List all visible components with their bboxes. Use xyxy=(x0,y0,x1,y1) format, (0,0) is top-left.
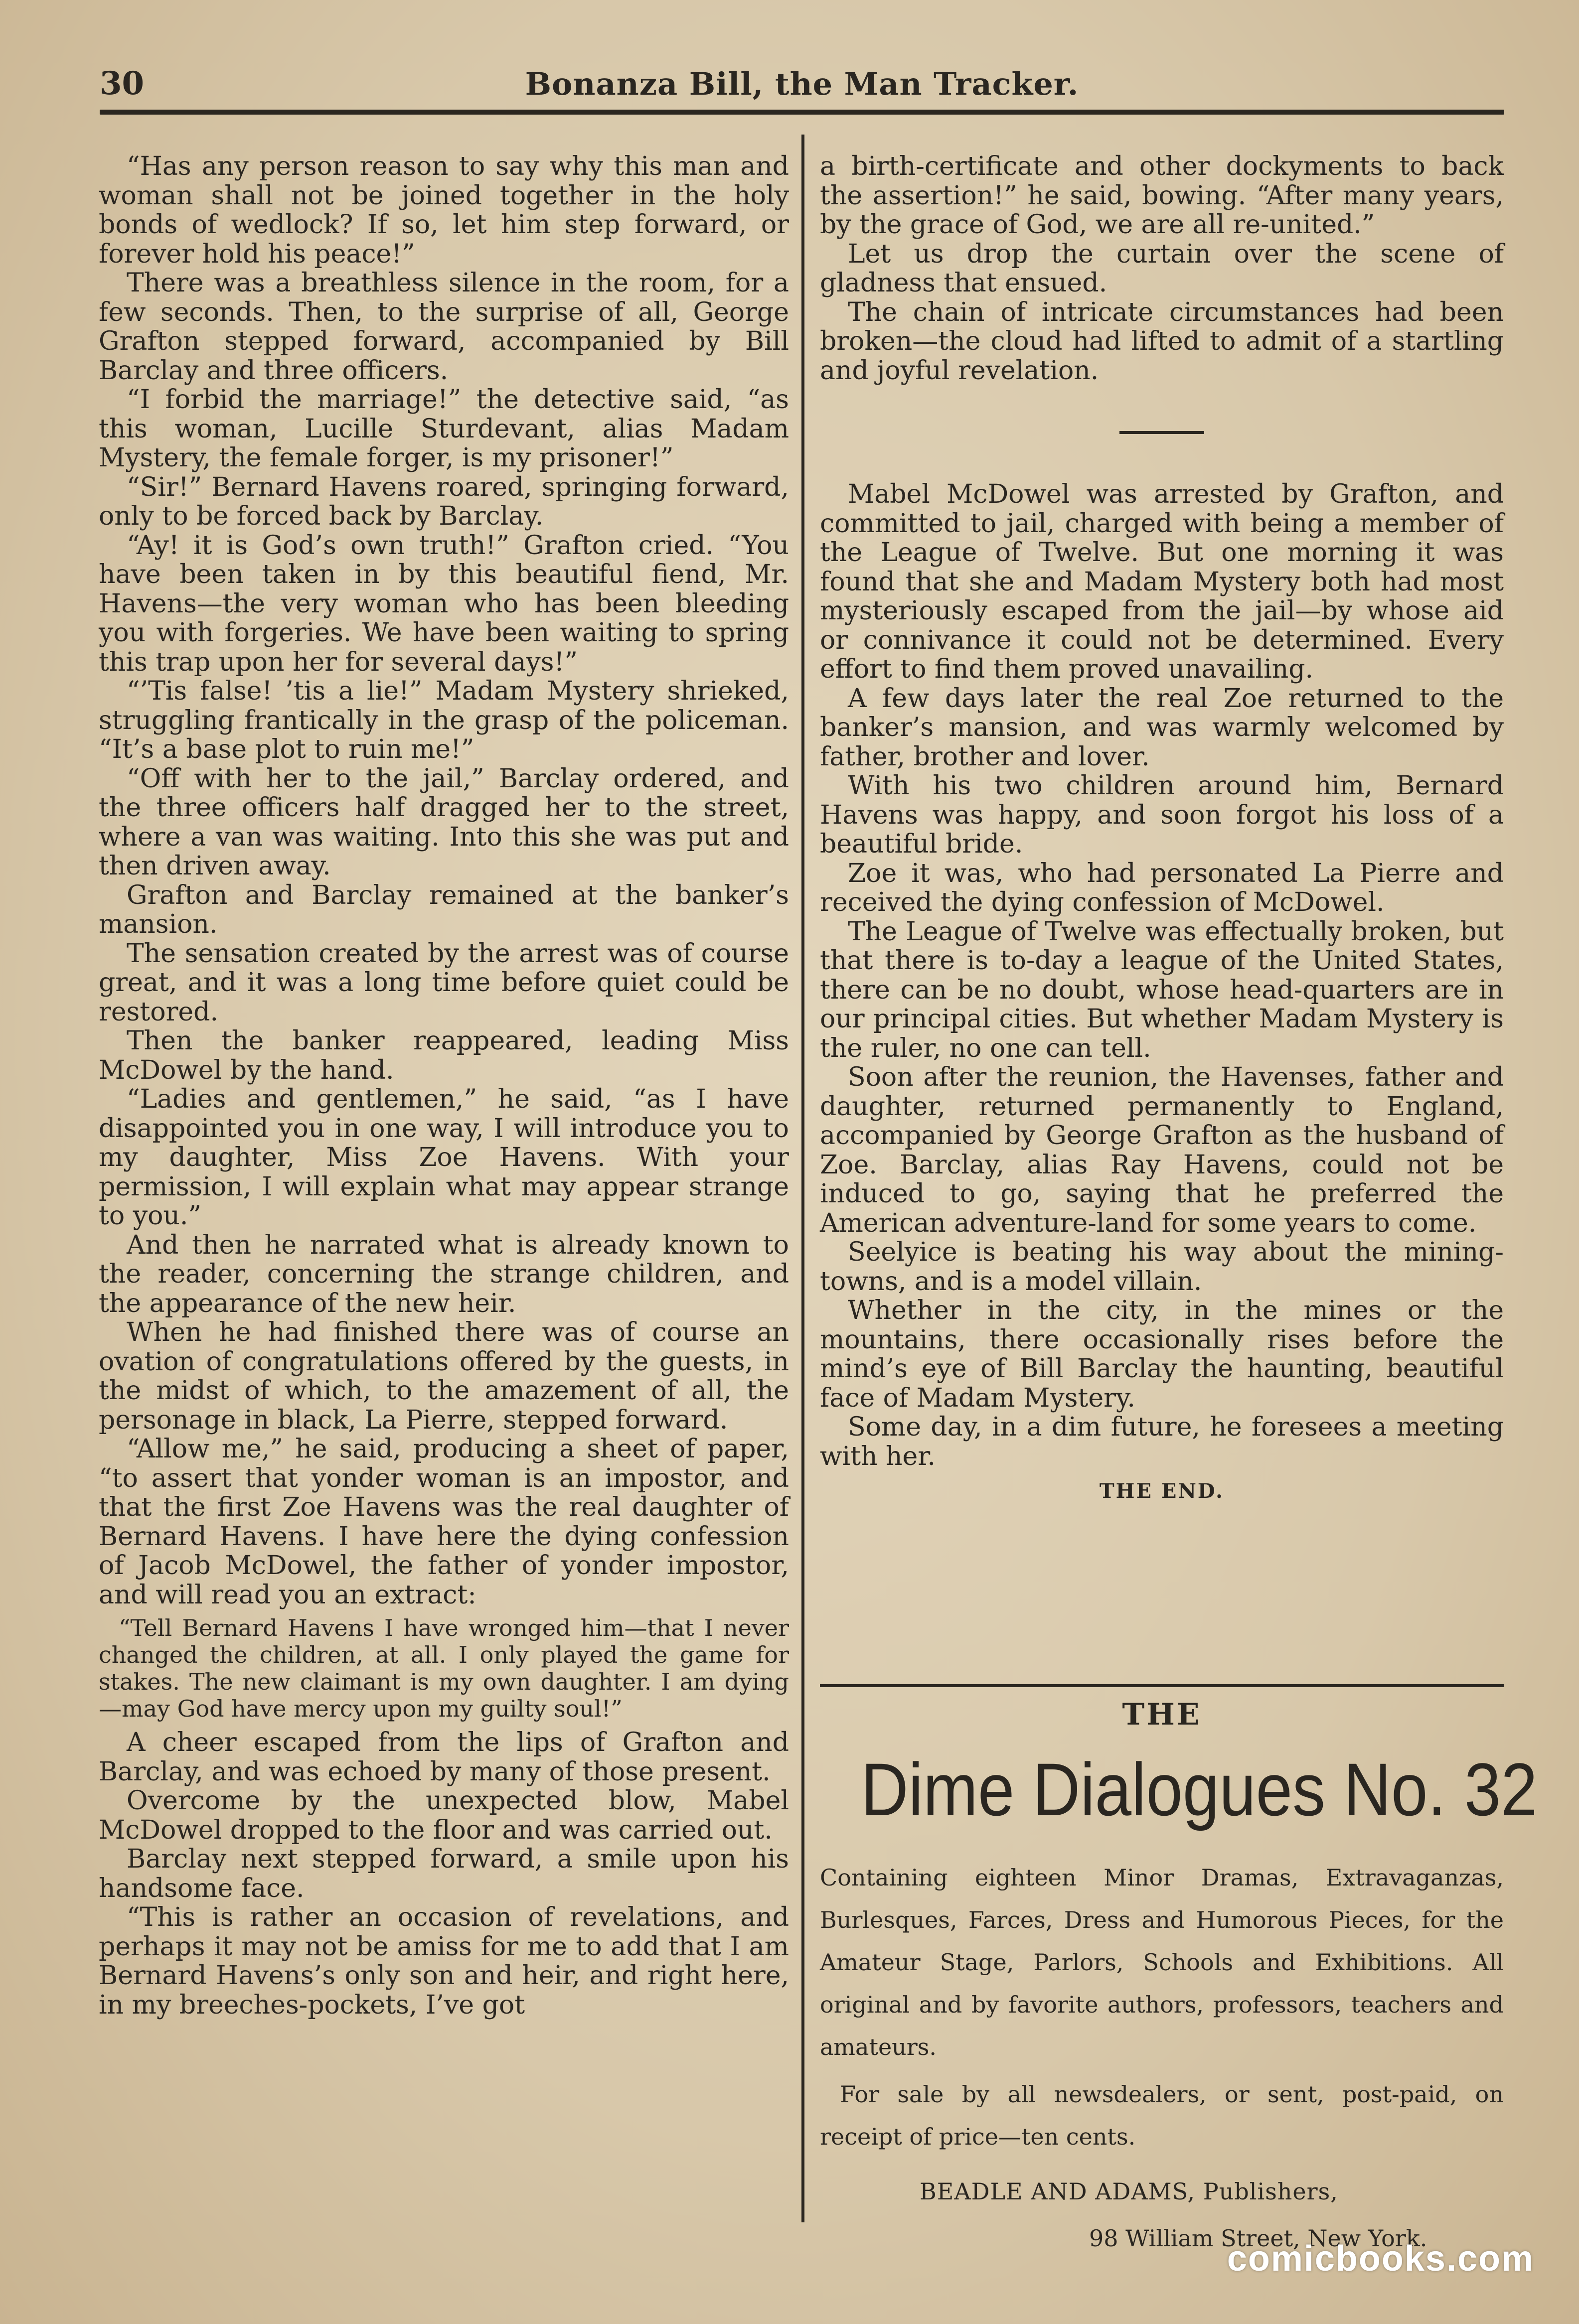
column-divider xyxy=(801,135,804,2222)
ad-sale-text: For sale by all newsdealers, or sent, post-paid, on receipt of price—ten cents. xyxy=(820,2081,1504,2150)
paragraph: Then the banker reappeared, leading Miss McDowel by the hand. xyxy=(99,1026,789,1085)
paragraph: “Has any person reason to say why this man and woman shall not be joined together in the holy bonds of wedlock? If so, let him step forward, or forever hold his peace!” xyxy=(99,151,789,269)
paragraph: Overcome by the unexpected blow, Mabel McDowel dropped to the floor and was carried out. xyxy=(99,1786,789,1845)
paragraph: Some day, in a dim future, he foresees a meeting with her. xyxy=(820,1412,1504,1471)
ad-body xyxy=(820,1857,1504,2158)
paragraph: “Sir!” Bernard Havens roared, springing forward, only to be forced back by Barclay. xyxy=(99,472,789,531)
paragraph: And then he narrated what is already known to the reader, concerning the strange children, and the appearance of the new heir. xyxy=(99,1230,789,1318)
advertisement xyxy=(820,1649,1538,2252)
paragraph: Zoe it was, who had personated La Pierre and received the dying confession of McDowel. xyxy=(820,858,1504,917)
running-title: Bonanza Bill, the Man Tracker. xyxy=(525,66,1079,102)
paragraph: Mabel McDowel was arrested by Grafton, and committed to jail, charged with being a member of the League of Twelve. But one morning it was found that she and Madam Mystery both had most mysteriously escaped from the jail—by whose aid or connivance it could not be determined. Every effort to find them proved unavailing. xyxy=(820,479,1504,684)
the-end: THE END. xyxy=(1099,1479,1225,1503)
right-column xyxy=(820,152,1504,1506)
left-column xyxy=(99,152,789,2020)
paragraph: “Allow me,” he said, producing a sheet of paper, “to assert that yonder woman is an impostor, and that the first Zoe Havens was the real daughter of Bernard Havens. I have here the dying confession of Jacob McDowel, the father of yonder impostor, and will read you an extract: xyxy=(99,1434,789,1610)
paragraph: The sensation created by the arrest was of course great, and it was a long time before quiet could be restored. xyxy=(99,938,789,1027)
paragraph: Whether in the city, in the mines or the mountains, there occasionally rises before the mind’s eye of Bill Barclay the haunting, beautiful face of Madam Mystery. xyxy=(820,1296,1504,1413)
paragraph: Barclay next stepped forward, a smile upon his handsome face. xyxy=(99,1844,789,1903)
paragraph: When he had finished there was of course an ovation of congratulations offered by the guests, in the midst of which, to the amazement of all, the personage in black, La Pierre, stepped forward. xyxy=(99,1317,789,1435)
paragraph: “I forbid the marriage!” the detective said, “as this woman, Lucille Sturdevant, alias Madam Mystery, the female forger, is my prisoner!” xyxy=(99,385,789,473)
ad-the: THE xyxy=(1122,1697,1202,1732)
paragraph: “’Tis false! ’tis a lie!” Madam Mystery shrieked, struggling frantically in the grasp of the policeman. “It’s a base plot to ruin me!” xyxy=(99,676,789,764)
paragraph: a birth-certificate and other dockyments to back the assertion!” he said, bowing. “After many years, by the grace of God, we are all re-united.” xyxy=(820,151,1504,240)
ad-address: 98 William Street, New York. xyxy=(1089,2225,1427,2252)
paragraph: Seelyice is beating his way about the mining-towns, and is a model villain. xyxy=(820,1237,1504,1297)
paragraph: Grafton and Barclay remained at the banker’s mansion. xyxy=(99,880,789,939)
site-watermark: comicbooks.com xyxy=(1227,2239,1534,2279)
block-quote: “Tell Bernard Havens I have wronged him—that I never changed the children, at all. I only played the game for stakes. The new claimant is my own daughter. I am dying—may God have mercy upon my guilty soul!” xyxy=(99,1614,789,1722)
paragraph: Let us drop the curtain over the scene of gladness that ensued. xyxy=(820,239,1504,298)
ad-description: Containing eighteen Minor Dramas, Extravaganzas, Burlesques, Farces, Dress and Humorous Pieces, for the Amateur Stage, Parlors, Schools and Exhibitions. All original and by favorite authors, professors, teachers and amateurs. xyxy=(820,1864,1504,2060)
page-number: 30 xyxy=(100,65,145,102)
paragraph: A few days later the real Zoe returned to the banker’s mansion, and was warmly welcomed by father, brother and lover. xyxy=(820,683,1504,772)
paragraph: There was a breathless silence in the room, for a few seconds. Then, to the surprise of all, George Grafton stepped forward, accompanied by Bill Barclay and three officers. xyxy=(99,268,789,386)
header-rule xyxy=(100,110,1504,115)
ad-publisher: BEADLE AND ADAMS, Publishers, xyxy=(920,2178,1338,2205)
paragraph: “Ladies and gentlemen,” he said, “as I have disappointed you in one way, I will introduce you to my daughter, Miss Zoe Havens. With your permission, I will explain what may appear strange to you.” xyxy=(99,1084,789,1231)
paragraph: The chain of intricate circumstances had been broken—the cloud had lifted to admit of a startling and joyful revelation. xyxy=(820,297,1504,386)
paragraph: A cheer escaped from the lips of Grafton and Barclay, and was echoed by many of those present. xyxy=(99,1728,789,1787)
paragraph: With his two children around him, Bernard Havens was happy, and soon forgot his loss of a beautiful bride. xyxy=(820,771,1504,859)
paragraph: “This is rather an occasion of revelations, and perhaps it may not be amiss for me to add that I am Bernard Havens’s only son and heir, and right here, in my breeches-pockets, I’ve got xyxy=(99,1902,789,2020)
paragraph: “Off with her to the jail,” Barclay ordered, and the three officers half dragged her to the street, where a van was waiting. Into this she was put and then driven away. xyxy=(99,763,789,881)
paragraph: The League of Twelve was effectually broken, but that there is to-day a league of the United States, there can be no doubt, whose head-quarters are in our principal cities. But whether Madam Mystery is the ruler, no one can tell. xyxy=(820,916,1504,1063)
ad-top-rule xyxy=(820,1684,1504,1687)
section-break-rule xyxy=(1119,431,1204,434)
paragraph: “Ay! it is God’s own truth!” Grafton cried. “You have been taken in by this beautiful fiend, Mr. Havens—the very woman who has been bleeding you with forgeries. We have been waiting to spring this trap upon her for several days!” xyxy=(99,530,789,677)
paragraph: Soon after the reunion, the Havenses, father and daughter, returned permanently to England, accompanied by George Grafton as the husband of Zoe. Barclay, alias Ray Havens, could not be induced to go, saying that he preferred the American adventure-land for some years to come. xyxy=(820,1062,1504,1238)
ad-title: Dime Dialogues No. 32 xyxy=(861,1747,1538,1831)
page-header xyxy=(100,60,1504,115)
